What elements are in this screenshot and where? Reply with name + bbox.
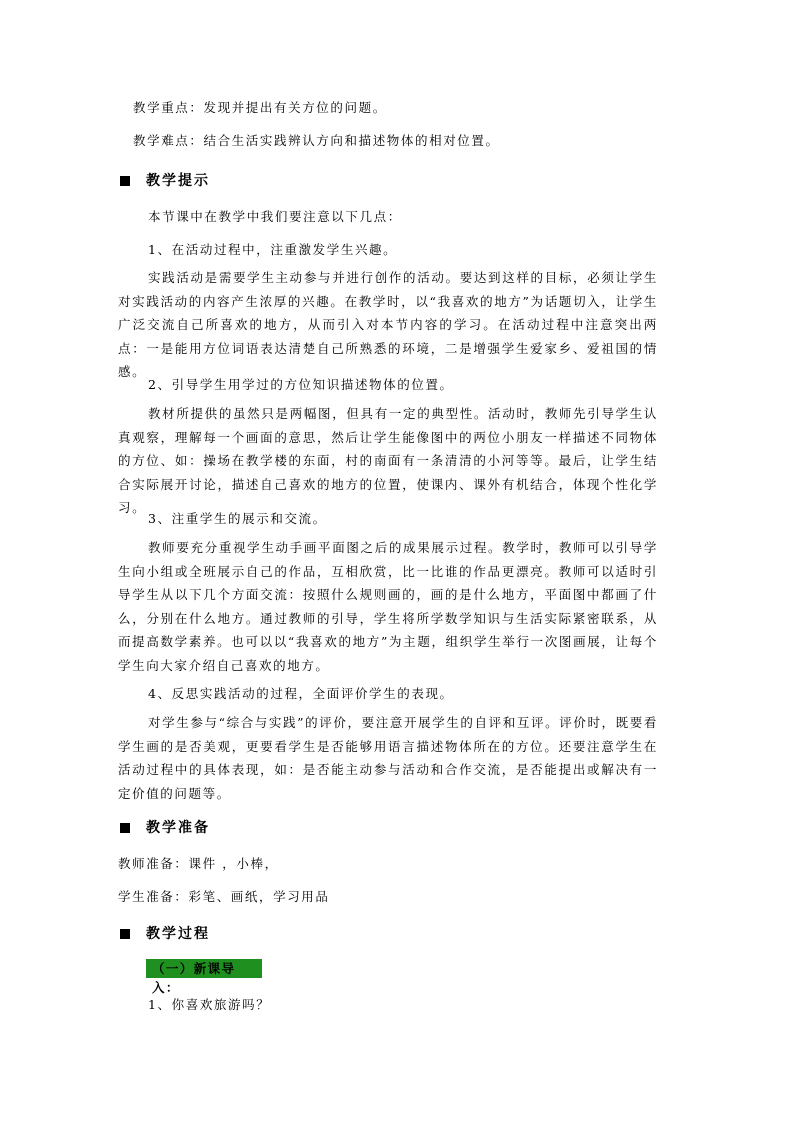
tips-point-2: 2、引导学生用学过的方位知识描述物体的位置。 (148, 377, 454, 392)
tips-paragraph-3: 教师要充分重视学生动手画平面图之后的成果展示过程。教学时，教师可以引导学生向小组或全班展示自己的作品，互相欣赏，比一比谁的作品更漂亮。教师可以适时引导学生从以下几个方面交流：按照什么规则画的，画的是什么地方，平面图中都画了什么，分别在什么地方。通过教师的引导，学生将所学数学知识与生活实际紧密联系，从而提高数学素养。也可以以“我喜欢的地方”为主题，组织学生举行一次图画展，让每个学生向大家介绍自己喜欢的地方。 (118, 540, 658, 673)
tips-point-1: 1、在活动过程中，注重激发学生兴趣。 (148, 242, 398, 257)
square-bullet-icon (120, 823, 130, 833)
section-heading-tips (120, 170, 210, 190)
square-bullet-icon (120, 929, 130, 939)
tips-point-4: 4、反思实践活动的过程，全面评价学生的表现。 (148, 686, 454, 701)
section-heading-prep (120, 817, 210, 837)
teacher-prep: 教师准备：课件 ，小棒， (118, 856, 279, 871)
tips-intro: 本节课中在教学中我们要注意以下几点： (148, 209, 402, 224)
tips-point-3: 3、注重学生的展示和交流。 (148, 511, 327, 526)
heading-label: 教学过程 (146, 926, 210, 942)
key-point-text: 教学重点：发现并提出有关方位的问题。 (133, 100, 387, 115)
square-bullet-icon (120, 176, 130, 186)
section-heading-process (120, 923, 210, 943)
student-prep: 学生准备：彩笔、画纸，学习用品 (118, 889, 330, 904)
tips-paragraph-1: 实践活动是需要学生主动参与并进行创作的活动。要达到这样的目标，必须让学生对实践活动的内容产生浓厚的兴趣。在教学时，以“我喜欢的地方”为话题切入，让学生广泛交流自己所喜欢的地方，从而引入对本节内容的学习。在活动过程中注意突出两点：一是能用方位词语表达清楚自己所熟悉的环境，二是增强学生爱家乡、爱祖国的情感。 (118, 270, 658, 380)
difficulty-text: 教学难点：结合生活实践辨认方向和描述物体的相对位置。 (133, 133, 500, 148)
process-question-1: 1、你喜欢旅游吗？ (148, 997, 271, 1012)
tips-paragraph-4: 对学生参与“综合与实践”的评价，要注意开展学生的自评和互评。评价时，既要看学生画的是否美观，更要看学生是否能够用语言描述物体所在的方位。还要注意学生在活动过程中的具体表现，如：是否能主动参与活动和合作交流，是否能提出或解决有一定价值的问题等。 (118, 715, 658, 801)
heading-label: 教学提示 (146, 173, 210, 189)
new-lesson-intro-badge: （一）新课导入： (146, 959, 262, 978)
tips-paragraph-2: 教材所提供的虽然只是两幅图，但具有一定的典型性。活动时，教师先引导学生认真观察，理解每一个画面的意思，然后让学生能像图中的两位小朋友一样描述不同物体的方位、如：操场在教学楼的东面，村的南面有一条清清的小河等等。最后，让学生结合实际展开讨论，描述自己喜欢的地方的位置，使课内、课外有机结合，体现个性化学习。 (118, 406, 658, 516)
heading-label: 教学准备 (146, 820, 210, 836)
